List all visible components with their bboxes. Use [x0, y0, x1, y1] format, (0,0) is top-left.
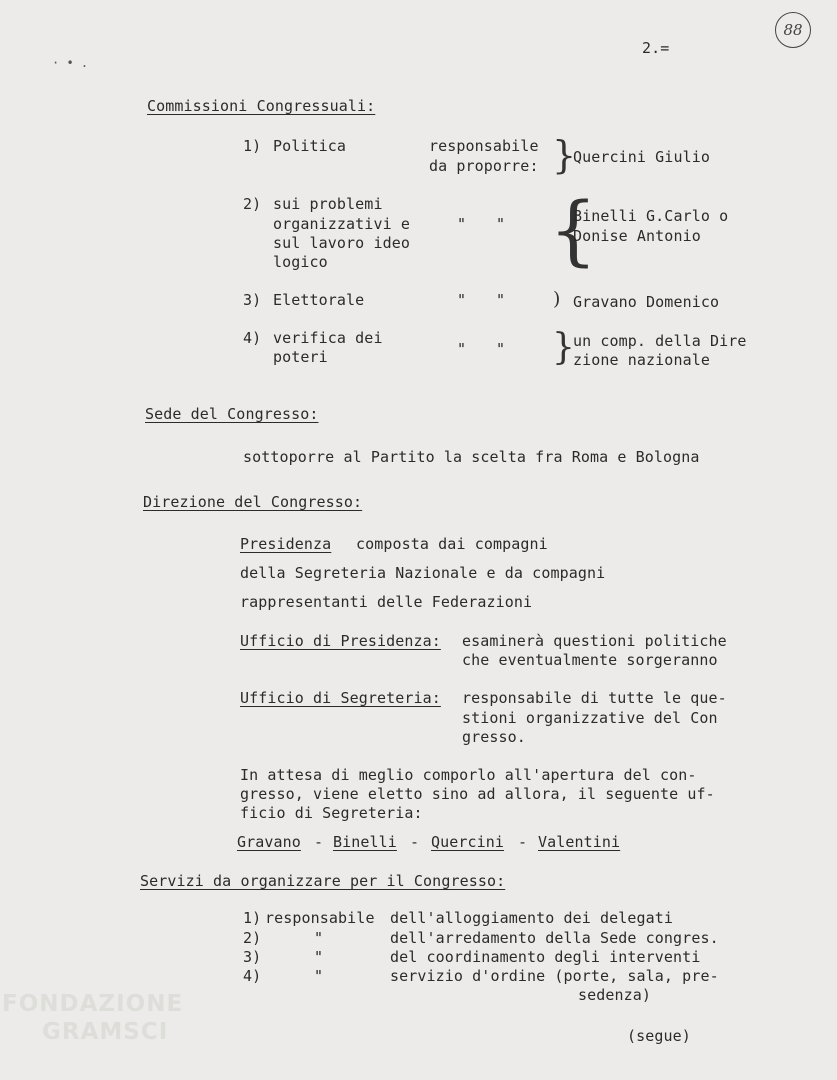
- names-separator-2: -: [410, 833, 420, 851]
- attesa-line-2: gresso, viene eletto sino ad allora, il seguente uf-: [240, 785, 715, 803]
- presidenza-line-2: della Segreteria Nazionale e da compagni: [240, 564, 606, 582]
- segreteria-member-3: Quercini: [431, 833, 505, 851]
- commission-4-ditto-1: ": [457, 340, 467, 358]
- service-3-text: del coordinamento degli interventi: [390, 948, 701, 966]
- page-number: 2.=: [642, 39, 670, 57]
- ink-specks: · • .: [52, 56, 89, 70]
- ufficio-presidenza-line-1: esaminerà questioni politiche: [462, 632, 727, 650]
- commission-2-person-1: Binelli G.Carlo o: [573, 207, 729, 225]
- commission-4-number: 4): [243, 329, 262, 347]
- brace-3: ): [553, 288, 561, 310]
- service-4-continuation: sedenza): [578, 986, 652, 1004]
- presidenza-line-1: composta dai compagni: [356, 535, 548, 553]
- names-separator-1: -: [314, 833, 324, 851]
- service-3-number: 3): [243, 948, 262, 966]
- commission-2-ditto-1: ": [457, 215, 467, 233]
- commission-1-name: Politica: [273, 137, 347, 155]
- segue-note: (segue): [627, 1027, 691, 1045]
- brace-4: }: [552, 327, 575, 368]
- commission-4-line-2: poteri: [273, 348, 328, 366]
- ufficio-presidenza-line-2: che eventualmente sorgeranno: [462, 651, 718, 669]
- fondazione-gramsci-watermark: [2, 990, 212, 1046]
- commission-1-resp-line-2: da proporre:: [429, 157, 539, 175]
- brace-2: {: [549, 185, 598, 274]
- commission-2-line-2: organizzativi e: [273, 215, 410, 233]
- commission-3-ditto-2: ": [496, 291, 506, 309]
- commission-4-line-1: verifica dei: [273, 329, 383, 347]
- service-4-text: servizio d'ordine (porte, sala, pre-: [390, 967, 719, 985]
- service-1-mark: responsabile: [265, 909, 375, 927]
- ufficio-presidenza-label: Ufficio di Presidenza:: [240, 632, 441, 650]
- service-2-number: 2): [243, 929, 262, 947]
- ufficio-segreteria-line-3: gresso.: [462, 728, 526, 746]
- service-3-mark: ": [314, 948, 324, 966]
- commission-2-ditto-2: ": [496, 215, 506, 233]
- service-4-number: 4): [243, 967, 262, 985]
- commission-4-ditto-2: ": [496, 340, 506, 358]
- commission-2-line-1: sui problemi: [273, 195, 383, 213]
- service-2-text: dell'arredamento della Sede congres.: [390, 929, 719, 947]
- ufficio-segreteria-line-2: stioni organizzative del Con: [462, 709, 718, 727]
- service-4-mark: ": [314, 967, 324, 985]
- commission-4-person-1: un comp. della Dire: [573, 332, 747, 350]
- watermark-line-1: FONDAZIONE: [2, 991, 184, 1017]
- section-heading-commissioni: Commissioni Congressuali:: [147, 97, 376, 115]
- section-heading-direzione: Direzione del Congresso:: [143, 493, 363, 511]
- section-heading-sede: Sede del Congresso:: [145, 405, 319, 423]
- presidenza-label: Presidenza: [240, 535, 332, 553]
- commission-2-person-2: Donise Antonio: [573, 227, 701, 245]
- segreteria-member-2: Binelli: [333, 833, 397, 851]
- presidenza-line-3: rappresentanti delle Federazioni: [240, 593, 533, 611]
- archive-number-stamp: [775, 12, 811, 48]
- commission-1-resp-line-1: responsabile: [429, 137, 539, 155]
- service-1-text: dell'alloggiamento dei delegati: [390, 909, 674, 927]
- segreteria-member-1: Gravano: [237, 833, 301, 851]
- segreteria-member-4: Valentini: [538, 833, 621, 851]
- commission-3-number: 3): [243, 291, 262, 309]
- commission-3-person: Gravano Domenico: [573, 293, 720, 311]
- service-2-mark: ": [314, 929, 324, 947]
- watermark-line-2: GRAMSCI: [42, 1019, 169, 1045]
- brace-1: }: [552, 133, 577, 177]
- sede-text: sottoporre al Partito la scelta fra Roma e Bologna: [243, 448, 700, 466]
- commission-1-number: 1): [243, 137, 262, 155]
- ufficio-segreteria-line-1: responsabile di tutte le que-: [462, 689, 727, 707]
- commission-2-line-3: sul lavoro ideo: [273, 234, 410, 252]
- attesa-line-3: ficio di Segreteria:: [240, 804, 423, 822]
- attesa-line-1: In attesa di meglio comporlo all'apertura del con-: [240, 766, 697, 784]
- commission-1-person: Quercini Giulio: [573, 148, 710, 166]
- commission-3-name: Elettorale: [273, 291, 365, 309]
- service-1-number: 1): [243, 909, 262, 927]
- commission-2-number: 2): [243, 195, 262, 213]
- archive-number: 88: [783, 21, 803, 39]
- commission-3-ditto-1: ": [457, 291, 467, 309]
- commission-2-line-4: logico: [273, 253, 328, 271]
- ufficio-segreteria-label: Ufficio di Segreteria:: [240, 689, 441, 707]
- section-heading-servizi: Servizi da organizzare per il Congresso:: [140, 872, 506, 890]
- commission-4-person-2: zione nazionale: [573, 351, 710, 369]
- names-separator-3: -: [518, 833, 528, 851]
